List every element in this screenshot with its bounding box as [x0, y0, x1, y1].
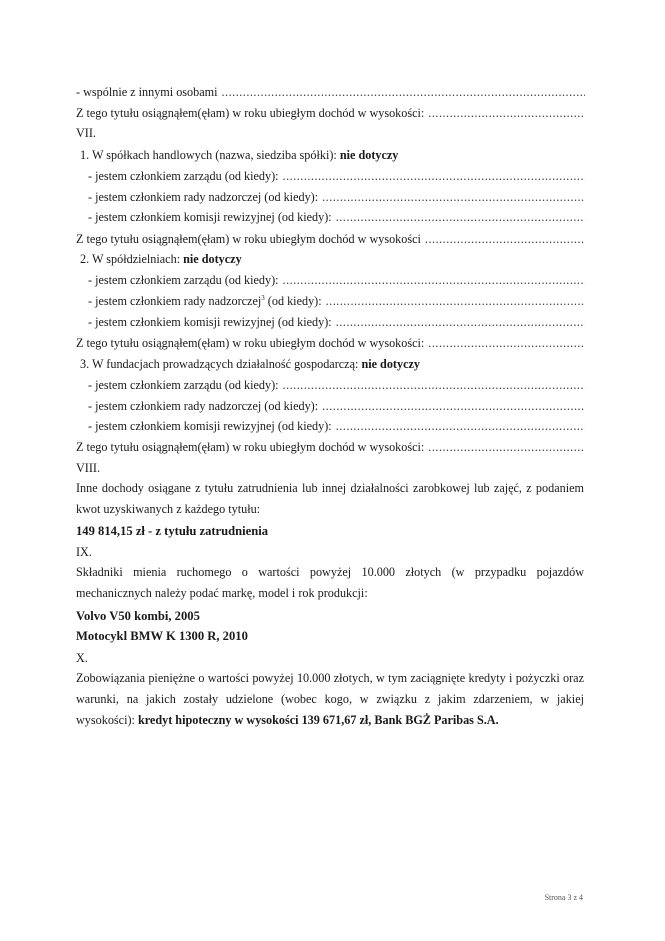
fundacje-value: nie dotyczy	[361, 357, 420, 371]
zobowiazania-label: Zobowiązania pieniężne o wartości powyżej 10.000 złotych, w tym zaciągnięte kredyty i pożyczki oraz warunki, na jakich zostały udzielone (wobec kogo, w związku z jakim zdarzeniem, w jakiej wysokości):	[76, 671, 584, 727]
section-heading-x: X.	[76, 651, 88, 665]
section-heading-viii: VIII.	[76, 461, 101, 475]
inne-dochody-text: Inne dochody osiągane z tytułu zatrudnienia lub innej działalności zarobkowej lub zajęć, z podaniem kwot uzyskiwanych z każdego tytułu:	[76, 481, 584, 516]
wspolnie-line	[76, 85, 585, 99]
dochod-line-vi	[76, 106, 585, 120]
section-heading-vii: VII.	[76, 126, 96, 140]
fill-dots	[326, 294, 585, 308]
page-number: Strona 3 z 4	[544, 893, 583, 902]
dochod-label: Z tego tytułu osiągnąłem(ęłam) w roku ubiegłym dochód w wysokości:	[76, 336, 425, 350]
fill-dots	[222, 85, 586, 99]
rada-line-3	[88, 399, 585, 413]
kredyt-value: kredyt hipoteczny w wysokości 139 671,67 zł, Bank BGŻ Paribas S.A.	[137, 713, 499, 727]
zatrudnienie-value: 149 814,15 zł - z tytułu zatrudnienia	[76, 524, 269, 538]
fill-dots	[322, 399, 585, 413]
pojazd-bmw: Motocykl BMW K 1300 R, 2010	[76, 629, 248, 643]
komisja-label: - jestem członkiem komisji rewizyjnej (od kiedy):	[88, 210, 332, 224]
fill-dots	[428, 440, 585, 454]
fill-dots	[283, 169, 585, 183]
komisja-line-1	[88, 210, 585, 224]
dochod-line-3	[76, 440, 585, 454]
zarzad-label: - jestem członkiem zarządu (od kiedy):	[88, 273, 279, 287]
spolki-line	[80, 148, 585, 162]
fill-dots	[336, 419, 585, 433]
rada-line-2	[88, 294, 585, 308]
zarzad-label: - jestem członkiem zarządu (od kiedy):	[88, 378, 279, 392]
spoldzielnie-label: 2. W spółdzielniach:	[80, 252, 181, 266]
komisja-label: - jestem członkiem komisji rewizyjnej (od kiedy):	[88, 315, 332, 329]
dochod-line-2	[76, 336, 585, 350]
dochod-label: Z tego tytułu osiągnąłem(ęłam) w roku ubiegłym dochód w wysokości:	[76, 106, 425, 120]
spoldzielnie-line	[80, 252, 585, 266]
fill-dots	[336, 210, 585, 224]
wspolnie-label: - wspólnie z innymi osobami	[76, 85, 218, 99]
footnote-marker: 3	[261, 294, 265, 302]
skladniki-text: Składniki mienia ruchomego o wartości powyżej 10.000 złotych (w przypadku pojazdów mechanicznych należy podać markę, model i rok produkcji:	[76, 565, 584, 600]
pojazd-volvo: Volvo V50 kombi, 2005	[76, 609, 200, 623]
rada-label: - jestem członkiem rady nadzorczej$^3$ (od kiedy):	[88, 294, 322, 308]
fundacje-label: 3. W fundacjach prowadzących działalność gospodarczą:	[80, 357, 359, 371]
fill-dots	[283, 378, 585, 392]
fill-dots	[283, 273, 585, 287]
fill-dots	[322, 190, 585, 204]
section-heading-ix: IX.	[76, 545, 92, 559]
fill-dots	[336, 315, 585, 329]
fill-dots	[428, 336, 585, 350]
spoldzielnie-value: nie dotyczy	[183, 252, 242, 266]
dochod-label: Z tego tytułu osiągnąłem(ęłam) w roku ubiegłym dochód w wysokości	[76, 232, 421, 246]
spolki-label: 1. W spółkach handlowych (nazwa, siedziba spółki):	[80, 148, 337, 162]
zobowiazania-text	[76, 668, 584, 731]
fundacje-line	[80, 357, 585, 371]
rada-label: - jestem członkiem rady nadzorczej (od kiedy):	[88, 190, 319, 204]
rada-line-1	[88, 190, 585, 204]
zarzad-line-1	[88, 169, 585, 183]
rada-label: - jestem członkiem rady nadzorczej (od kiedy):	[88, 399, 319, 413]
komisja-line-3	[88, 419, 585, 433]
komisja-label: - jestem członkiem komisji rewizyjnej (od kiedy):	[88, 419, 332, 433]
fill-dots	[428, 106, 585, 120]
fill-dots	[425, 232, 585, 246]
spolki-value: nie dotyczy	[339, 148, 399, 162]
zarzad-line-2	[88, 273, 585, 287]
zarzad-label: - jestem członkiem zarządu (od kiedy):	[88, 169, 279, 183]
zarzad-line-3	[88, 378, 585, 392]
dochod-line-1	[76, 232, 585, 246]
dochod-label: Z tego tytułu osiągnąłem(ęłam) w roku ubiegłym dochód w wysokości:	[76, 440, 425, 454]
komisja-line-2	[88, 315, 585, 329]
